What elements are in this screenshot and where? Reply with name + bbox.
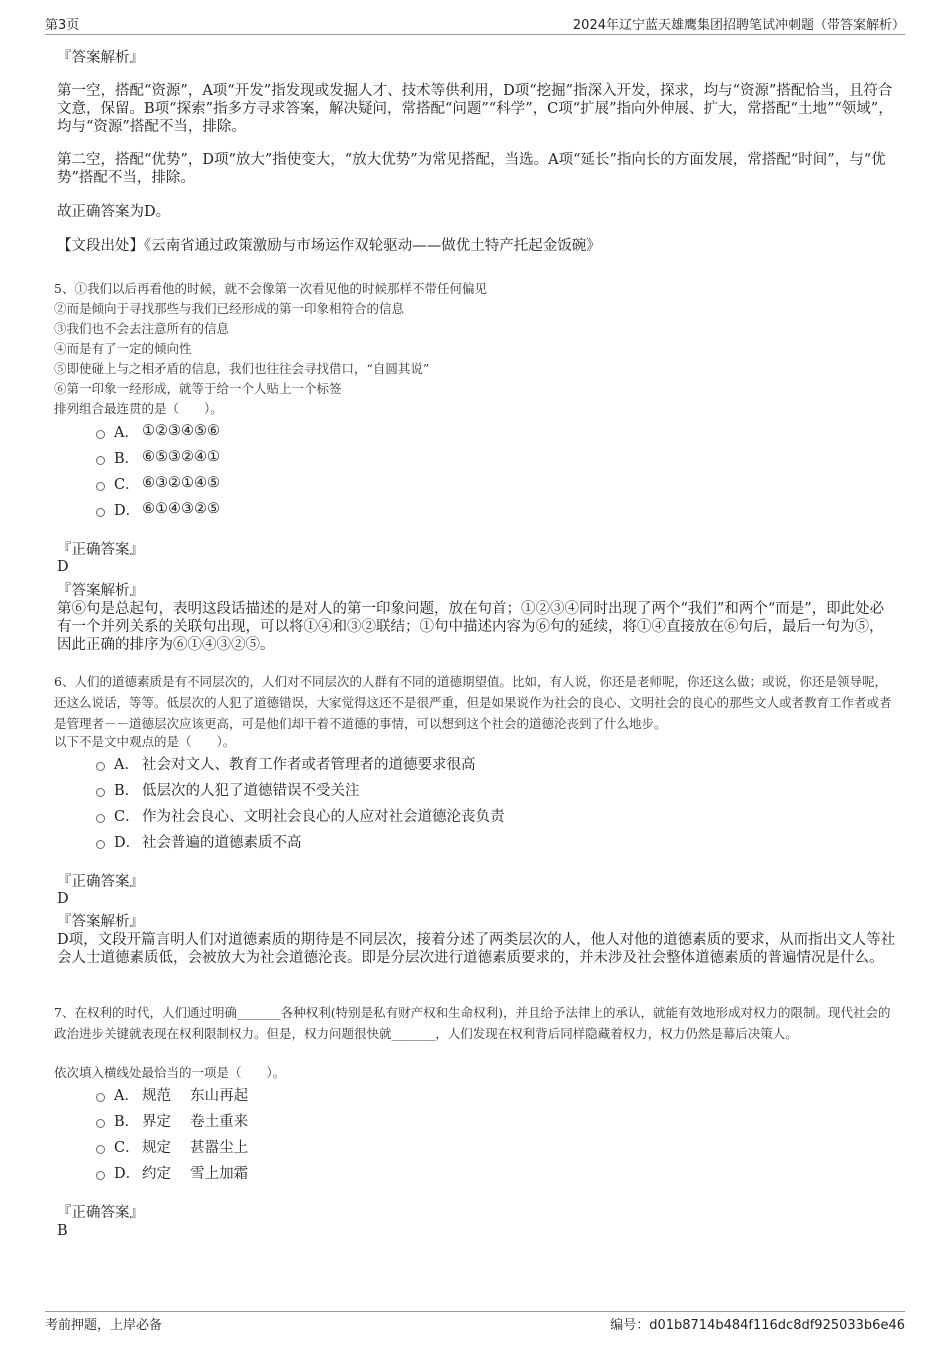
q5-option-c[interactable]: C． ⑥③②①④⑤	[96, 470, 696, 496]
radio-icon[interactable]	[96, 1145, 105, 1154]
radio-icon[interactable]	[96, 762, 105, 771]
q5-options	[96, 418, 696, 522]
q5-line: ⑥第一印象一经形成，就等于给一个人贴上一个标签	[54, 381, 342, 396]
radio-icon[interactable]	[96, 508, 105, 517]
q5-option-a[interactable]: A． ①②③④⑤⑥	[96, 418, 696, 444]
q5-line: ②而是倾向于寻找那些与我们已经形成的第一印象相符合的信息	[54, 301, 405, 316]
radio-icon[interactable]	[96, 840, 105, 849]
header-divider	[45, 34, 905, 35]
document-id: 编号：d01b8714b484f116dc8df925033b6e46	[610, 1318, 905, 1333]
radio-icon[interactable]	[96, 482, 105, 491]
q4-conclusion: 故正确答案为D。	[57, 204, 171, 220]
radio-icon[interactable]	[96, 788, 105, 797]
radio-icon[interactable]	[96, 430, 105, 439]
q5-line: ③我们也不会去注意所有的信息	[54, 321, 230, 336]
q6-analysis-label: 『答案解析』	[57, 914, 144, 930]
q5-analysis: 第⑥句是总起句，表明这段话描述的是对人的第一印象问题，放在句首；①②③④同时出现了两个“我们”和两个“而是”，即此处必有一个并列关系的关联句出现，可以将①④和③②联结；①句中描述内容为⑥句的延续，将①④直接放在⑥句后，最后一句为⑤，因此正确的排序为⑥①④③②⑤。	[57, 601, 885, 653]
q5-line: ④而是有了一定的倾向性	[54, 341, 192, 356]
q4-analysis-p2: 第二空，搭配“优势”，D项“放大”指使变大，“放大优势”为常见搭配，当选。A项“延长”指向长的方面发展，常搭配“时间”，与“优势”搭配不当，排除。	[57, 152, 886, 186]
q6-option-d[interactable]: D． 社会普遍的道德素质不高	[96, 828, 696, 854]
page-header	[45, 14, 905, 34]
q5-line: ⑤即使碰上与之相矛盾的信息，我们也往往会寻找借口，“自圆其说”	[54, 361, 430, 376]
q6-option-a[interactable]: A． 社会对文人、教育工作者或者管理者的道德要求很高	[96, 750, 696, 776]
q6-option-c[interactable]: C． 作为社会良心、文明社会良心的人应对社会道德沦丧负责	[96, 802, 696, 828]
footer-divider	[45, 1311, 905, 1312]
q7-ask: 依次填入横线处最恰当的一项是（ ）。	[54, 1065, 286, 1080]
page-number: 第3页	[45, 18, 80, 33]
q5-answer-label: 『正确答案』	[57, 542, 144, 558]
q7-option-b[interactable]: B． 界定 卷土重来	[96, 1107, 696, 1133]
q5-analysis-label: 『答案解析』	[57, 583, 144, 599]
q6-option-b[interactable]: B． 低层次的人犯了道德错误不受关注	[96, 776, 696, 802]
radio-icon[interactable]	[96, 814, 105, 823]
q5-line: 排列组合最连贯的是（ ）。	[54, 401, 223, 416]
q5-line: 5、①我们以后再看他的时候，就不会像第一次看见他的时候那样不带任何偏见	[54, 281, 487, 296]
q7-option-c[interactable]: C． 规定 甚嚣尘上	[96, 1133, 696, 1159]
q5-stem	[54, 279, 899, 419]
q6-options	[96, 750, 696, 854]
radio-icon[interactable]	[96, 456, 105, 465]
document-title: 2024年辽宁蓝天雄鹰集团招聘笔试冲刺题（带答案解析）	[572, 18, 905, 33]
radio-icon[interactable]	[96, 1119, 105, 1128]
q7-option-a[interactable]: A． 规范 东山再起	[96, 1081, 696, 1107]
page-footer	[45, 1314, 905, 1334]
q5-option-d[interactable]: D． ⑥①④③②⑤	[96, 496, 696, 522]
q4-analysis-p1: 第一空，搭配“资源”，A项“开发”指发现或发掘人才、技术等供利用，D项“挖掘”指深入开发，探求，均与“资源”搭配恰当，且符合文意，保留。B项“探索”指多方寻求答案，解决疑问，常搭配“问题”“科学”，C项“扩展”指向外伸展、扩大，常搭配“土地”“领域”，均与“资源”搭配不当，排除。	[57, 83, 893, 135]
q6-analysis: D项，文段开篇言明人们对道德素质的期待是不同层次，接着分述了两类层次的人，他人对他的道德素质的要求，从而指出文人等社会人士道德素质低，会被放大为社会道德沦丧。即是分层次进行道德素质要求的，并未涉及社会整体道德素质的普遍情况是什么。	[57, 932, 896, 966]
radio-icon[interactable]	[96, 1171, 105, 1180]
q4-source: 【文段出处】《云南省通过政策激励与市场运作双轮驱动——做优土特产托起金饭碗》	[57, 238, 601, 254]
q6-answer-label: 『正确答案』	[57, 874, 144, 890]
q5-answer: D	[57, 559, 69, 575]
q6-ask: 以下不是文中观点的是（ ）。	[54, 734, 236, 749]
q7-options	[96, 1081, 696, 1185]
footer-slogan: 考前押题，上岸必备	[45, 1318, 163, 1333]
radio-icon[interactable]	[96, 1093, 105, 1102]
q6-answer: D	[57, 891, 69, 907]
q5-option-b[interactable]: B． ⑥⑤③②④①	[96, 444, 696, 470]
q4-analysis-label: 『答案解析』	[57, 50, 144, 66]
q7-answer: B	[57, 1223, 68, 1239]
q6-stem: 6、人们的道德素质是有不同层次的，人们对不同层次的人群有不同的道德期望值。比如，有人说，你还是老师呢，你还这么做；或说，你还是领导呢，还这么说话，等等。低层次的人犯了道德错误，大家觉得这还不是很严重，但是如果说作为社会的良心、文明社会的良心的那些文人或者教育工作者或者是管理者－－道德层次应该更高，可是他们却干着不道德的事情，可以想到这个社会的道德沦丧到了什么地步。	[54, 674, 892, 731]
q7-stem: 7、在权利的时代，人们通过明确_______各种权利(特别是私有财产权和生命权利)，并且给予法律上的承认，就能有效地形成对权力的限制。现代社会的政治进步关键就表现在权利限制权力。但是，权力问题很快就_______，人们发现在权利背后同样隐藏着权力，权力仍然是幕后决策人。	[54, 1005, 891, 1041]
q7-option-d[interactable]: D． 约定 雪上加霜	[96, 1159, 696, 1185]
q7-answer-label: 『正确答案』	[57, 1205, 144, 1221]
